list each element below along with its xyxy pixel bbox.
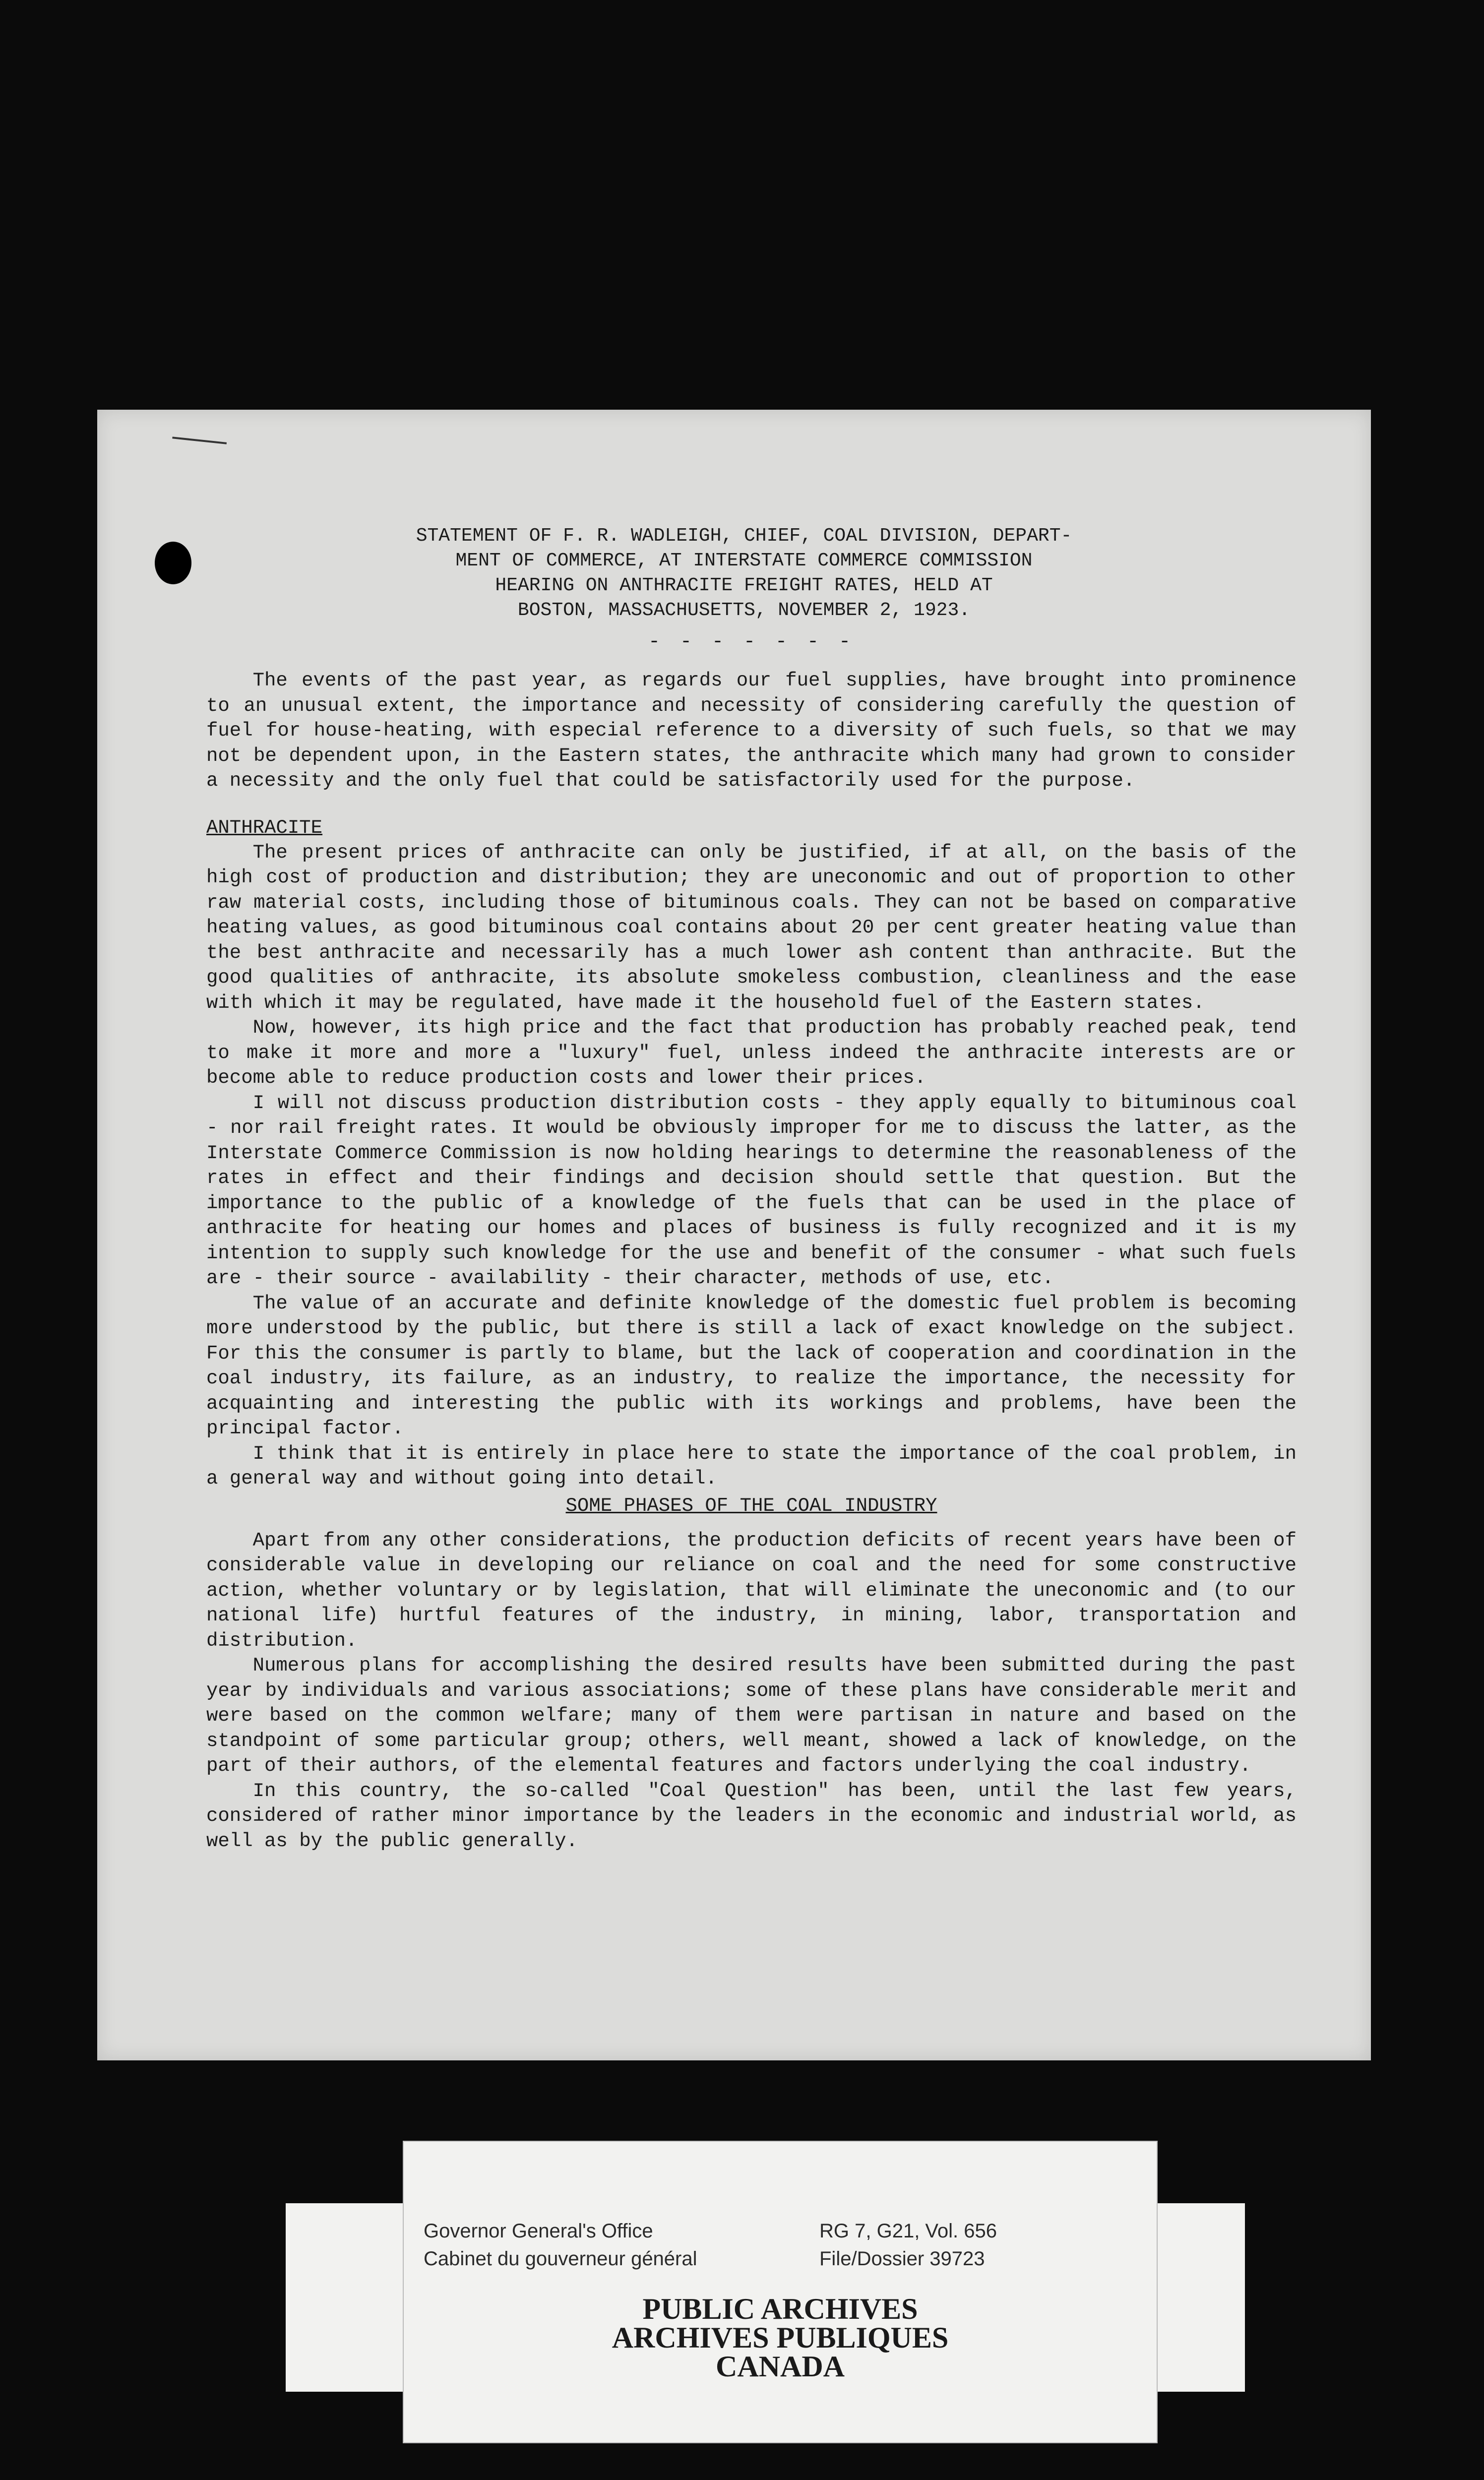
file-number: File/Dossier 39723: [819, 2248, 985, 2270]
paragraph: The present prices of anthracite can only be justified, if at all, on the basis of the high cost of production and distribution; they are uneconomic and out of proportion to other raw material costs, including those of bituminous coals. They can not be based on comparative heating values, as good bituminous coal contains about 20 per cent greater heating value than the best anthracite and necessarily has a much lower ash content than anthracite. But the good qualities of anthracite, its absolute smokeless combustion, cleanliness and the ease with which it may be regulated, have made it the household fuel of the Eastern states.: [206, 841, 1297, 1014]
office-english: Governor General's Office: [424, 2220, 653, 2242]
separator: - - - - - - -: [648, 631, 855, 653]
paragraph: In this country, the so-called "Coal Question" has been, until the last few years, considered of rather minor importance by the leaders in the economic and industrial world, as well as by the public generally.: [206, 1780, 1297, 1852]
reference-number: RG 7, G21, Vol. 656: [819, 2220, 997, 2242]
paragraph: Now, however, its high price and the fact that production has probably reached peak, tend to make it more and more a "luxury" fuel, unless indeed the anthracite interests are or become able to reduce production costs and lower their prices.: [206, 1017, 1297, 1089]
archive-country: CANADA: [716, 2350, 845, 2383]
paragraph: Numerous plans for accomplishing the desired results have been submitted during the past year by individuals and various associations; some of these plans have considerable merit and were based on the common welfare; many of them were partisan in nature and based on the standpoint of some particular group; others, well meant, showed a lack of knowledge, on the part of their authors, of the elemental features and factors underlying the coal industry.: [206, 1655, 1297, 1777]
heading-line: BOSTON, MASSACHUSETTS, NOVEMBER 2, 1923.: [517, 600, 971, 621]
heading-line: MENT OF COMMERCE, AT INTERSTATE COMMERCE COMMISSION: [455, 550, 1033, 571]
archive-label-tab: [1156, 2203, 1245, 2392]
paragraph: The value of an accurate and definite knowledge of the domestic fuel problem is becoming more understood by the public, but there is still a lack of exact knowledge on the subject. For this the consumer is partly to blame, but the lack of cooperation and coordination in the coal industry, its failure, as an industry, to realize the importance, the necessity for acquainting and interesting the public with its workings and problems, have been the principal factor.: [206, 1292, 1297, 1439]
archive-reference: [819, 2217, 997, 2273]
archive-label-tab: [286, 2203, 405, 2392]
archive-name: [403, 2294, 1158, 2381]
document-page: [97, 410, 1371, 2060]
section-title-coal-industry: SOME PHASES OF THE COAL INDUSTRY: [565, 1494, 937, 1517]
paragraph: I think that it is entirely in place here to state the importance of the coal problem, in a general way and without going into detail.: [206, 1442, 1297, 1489]
archive-label: [403, 2141, 1158, 2443]
paragraph: Apart from any other considerations, the production deficits of recent years have been of considerable value in developing our reliance on coal and the need for some constructive action, whether voluntary or by legislation, that will eliminate the uneconomic and (to our national life) hurtful features of the industry, in mining, labor, transportation and distribution.: [206, 1529, 1297, 1652]
section-title-anthracite: ANTHRACITE: [206, 816, 323, 839]
intro-paragraph: The events of the past year, as regards our fuel supplies, have brought into prominence to an unusual extent, the importance and necessity of considering carefully the question of fuel for house-heating, with especial reference to a diversity of such fuels, so that we may not be dependent upon, in the Eastern states, the anthracite which many had grown to consider a necessity and the only fuel that could be satisfactorily used for the purpose.: [206, 670, 1297, 792]
paragraph: I will not discuss production distribution costs - they apply equally to bituminous coal - nor rail freight rates. It would be obviously improper for me to discuss the latter, as the Interstate Commerce Commission is now holding hearings to determine the reasonableness of the rates in effect and their findings and decision should settle that question. But the importance to the public of a knowledge of the fuels that can be used in the place of anthracite for heating our homes and places of business is fully recognized and it is my intention to supply such knowledge for the use and benefit of the consumer - what such fuels are - their source - availability - their character, methods of use, etc.: [206, 1092, 1297, 1289]
office-french: Cabinet du gouverneur général: [424, 2248, 697, 2270]
heading-line: STATEMENT OF F. R. WADLEIGH, CHIEF, COAL DIVISION, DEPART-: [416, 525, 1072, 547]
archive-office: [424, 2217, 697, 2273]
punch-hole: [155, 542, 191, 584]
archive-name-english: PUBLIC ARCHIVES: [642, 2293, 918, 2325]
archive-name-french: ARCHIVES PUBLIQUES: [612, 2321, 949, 2354]
heading-line: HEARING ON ANTHRACITE FREIGHT RATES, HELD AT: [495, 575, 993, 596]
statement-heading: [206, 524, 1297, 623]
pencil-mark: [171, 436, 227, 455]
